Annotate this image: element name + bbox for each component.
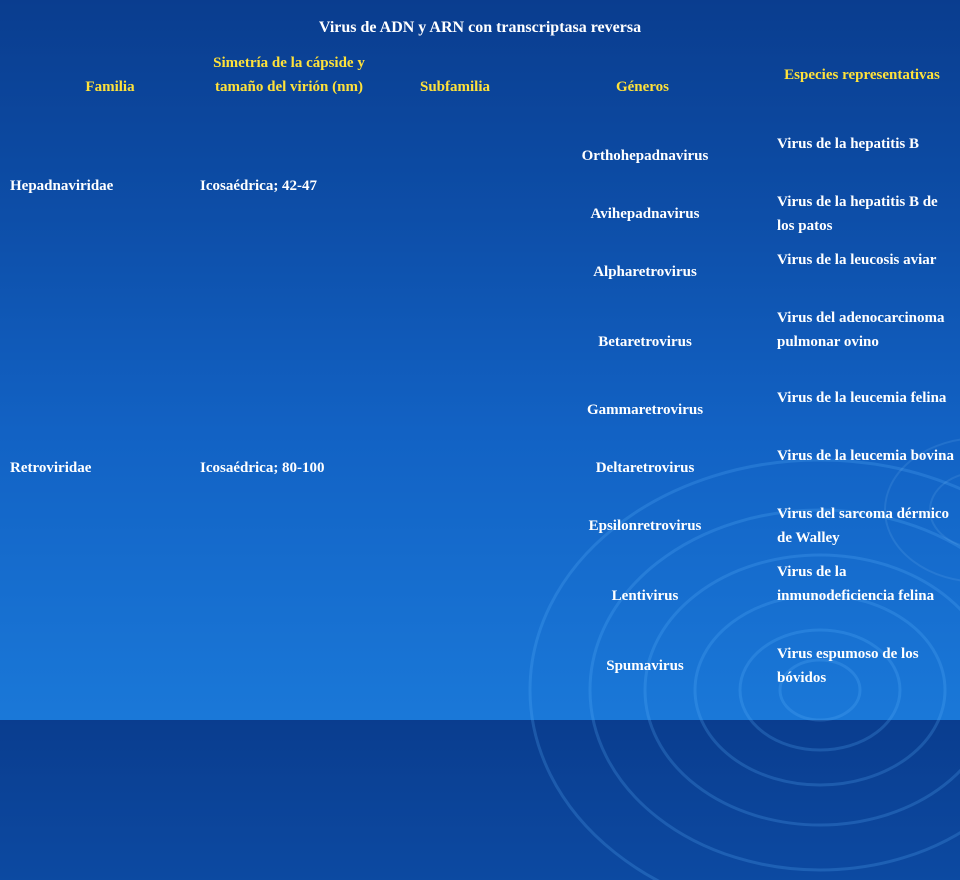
- symmetry-retroviridae: Icosaédrica; 80-100: [200, 460, 325, 476]
- species-espumoso-bovidos: Virus espumoso de los bóvidos: [777, 646, 919, 686]
- species-adenocarcinoma-ovino: Virus del adenocarcinoma pulmonar ovino: [777, 310, 945, 350]
- table-title: Virus de ADN y ARN con transcriptasa reversa: [318, 19, 642, 36]
- species-inmunodeficiencia-felina: Virus de la inmunodeficiencia felina: [777, 564, 935, 604]
- family-hepadnaviridae: Hepadnaviridae: [10, 178, 114, 194]
- genus-gammaretrovirus: Gammaretrovirus: [586, 402, 704, 418]
- species-hepatitis-b-patos: Virus de la hepatitis B de los patos: [777, 194, 938, 234]
- species-leucosis-aviar: Virus de la leucosis aviar: [777, 252, 937, 268]
- genus-betaretrovirus: Betaretrovirus: [598, 334, 692, 350]
- header-subfamilia: Subfamilia: [419, 79, 491, 95]
- header-simetria: Simetría de la cápside y tamaño del virión (nm): [213, 55, 365, 95]
- header-familia: Familia: [85, 79, 135, 95]
- species-hepatitis-b: Virus de la hepatitis B: [777, 136, 919, 152]
- water-ripple-decoration: [460, 360, 960, 880]
- genus-lentivirus: Lentivirus: [611, 588, 679, 604]
- genus-avihepadnavirus: Avihepadnavirus: [590, 206, 700, 222]
- symmetry-hepadnaviridae: Icosaédrica; 42-47: [200, 178, 318, 194]
- genus-epsilonretrovirus: Epsilonretrovirus: [588, 518, 702, 534]
- genus-deltaretrovirus: Deltaretrovirus: [595, 460, 695, 476]
- header-generos: Géneros: [615, 79, 670, 95]
- header-especies: Especies representativas: [784, 67, 940, 83]
- genus-alpharetrovirus: Alpharetrovirus: [593, 264, 697, 280]
- species-sarcoma-walley: Virus del sarcoma dérmico de Walley: [777, 506, 950, 546]
- species-leucemia-felina: Virus de la leucemia felina: [777, 390, 947, 406]
- genus-orthohepadnavirus: Orthohepadnavirus: [581, 148, 709, 164]
- species-leucemia-bovina: Virus de la leucemia bovina: [777, 448, 954, 464]
- family-retroviridae: Retroviridae: [10, 460, 92, 476]
- genus-spumavirus: Spumavirus: [606, 658, 684, 674]
